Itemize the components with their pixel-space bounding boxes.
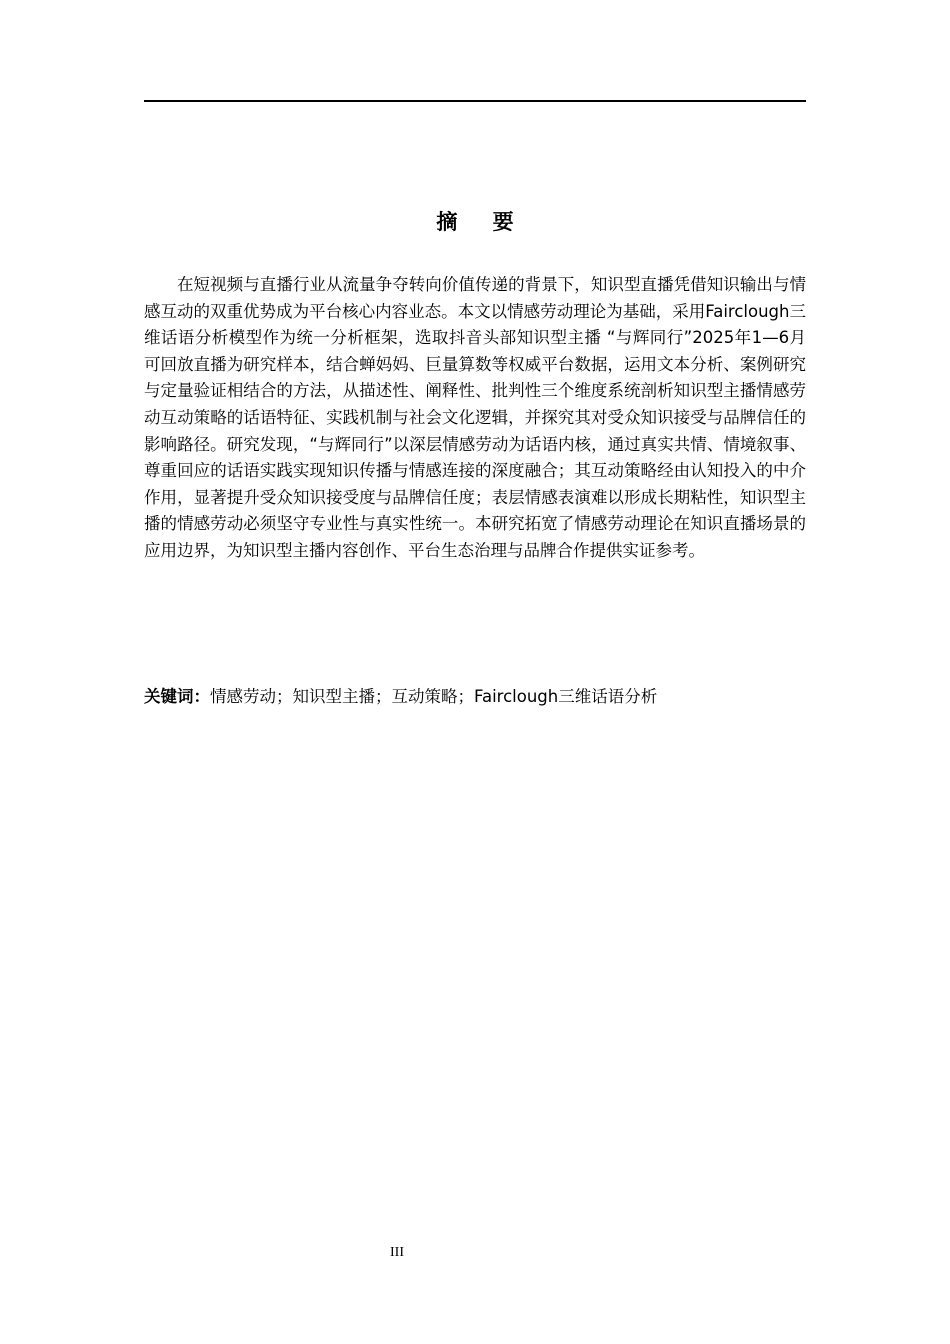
keywords-line [144, 684, 806, 711]
keywords-text: 情感劳动；知识型主播；互动策略；Fairclough三维话语分析 [210, 687, 658, 706]
keywords-label: 关键词： [144, 687, 210, 706]
abstract-title: 摘 要 [436, 210, 528, 234]
abstract-body: 在短视频与直播行业从流量争夺转向价值传递的背景下，知识型直播凭借知识输出与情感互动的双重优势成为平台核心内容业态。本文以情感劳动理论为基础，采用Fairclough三维话语分析模型作为统一分析框架，选取抖音头部知识型主播 “与辉同行”2025年1—6月可回放直播为研究样本，结合蝉妈妈、巨量算数等权威平台数据，运用文本分析、案例研究与定量验证相结合的方法，从描述性、阐释性、批判性三个维度系统剖析知识型主播情感劳动互动策略的话语特征、实践机制与社会文化逻辑，并探究其对受众知识接受与品牌信任的影响路径。研究发现，“与辉同行”以深层情感劳动为话语内核，通过真实共情、情境叙事、尊重回应的话语实践实现知识传播与情感连接的深度融合；其互动策略经由认知投入的中介作用，显著提升受众知识接受度与品牌信任度；表层情感表演难以形成长期粘性，知识型主播的情感劳动必须坚守专业性与真实性统一。本研究拓宽了情感劳动理论在知识直播场景的应用边界，为知识型主播内容创作、平台生态治理与品牌合作提供实证参考。 [144, 275, 806, 560]
header-rule [144, 100, 806, 102]
page-number: III [390, 1245, 404, 1260]
